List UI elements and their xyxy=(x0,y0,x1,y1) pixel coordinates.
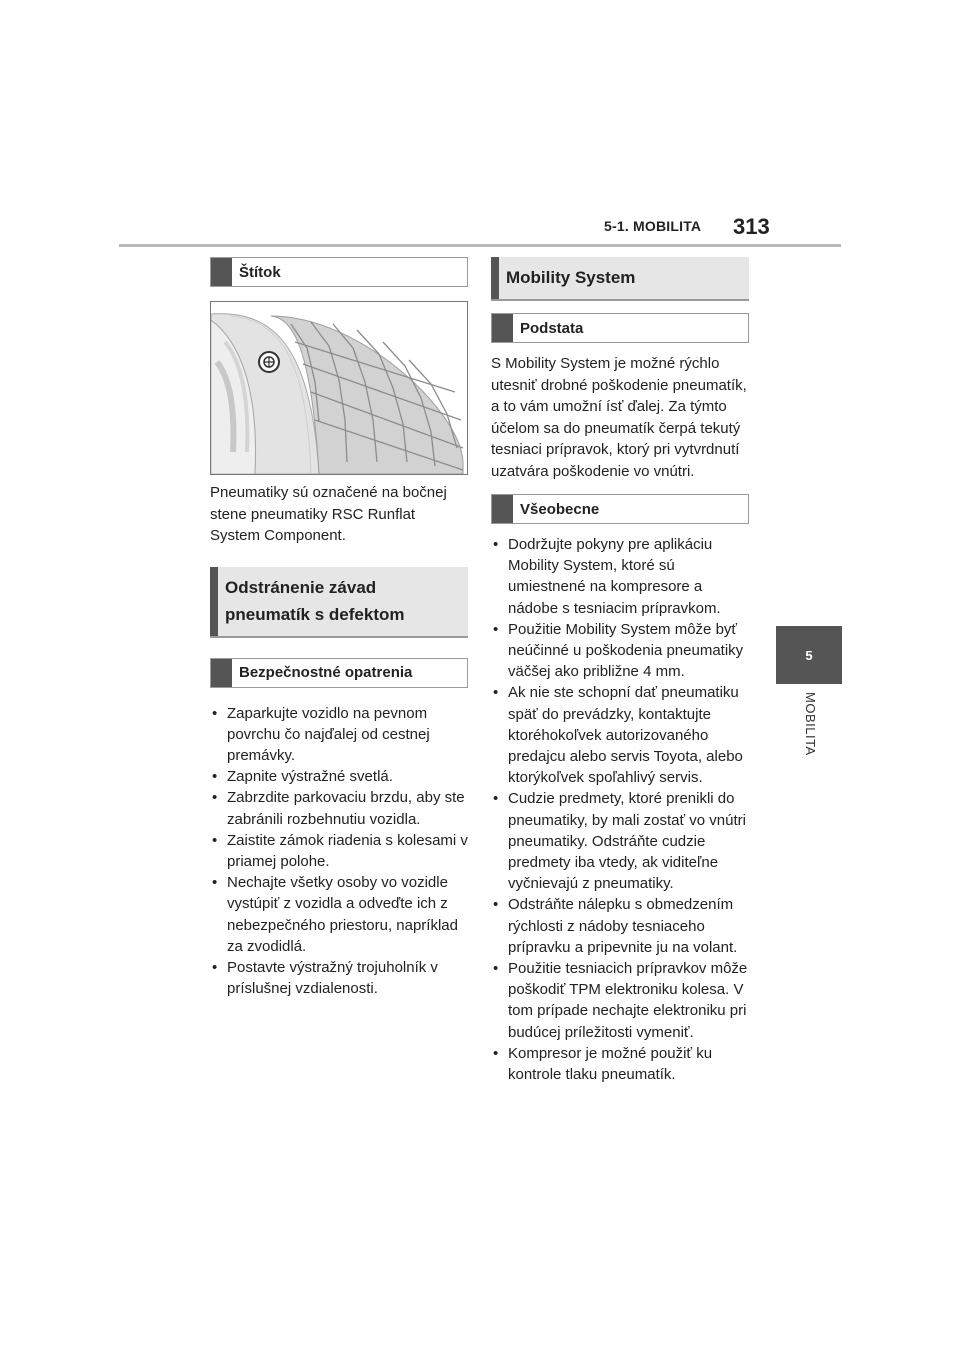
heading-marker xyxy=(492,495,513,523)
chapter-tab xyxy=(776,626,842,684)
list-item: • Postavte výstražný trojuholník v príslušnej vzdialenosti. xyxy=(210,957,468,999)
list-item: • Zabrzdite parkovaciu brzdu, aby ste zabránili rozbehnutiu vozidla. xyxy=(210,787,468,829)
list-item: • Odstráňte nálepku s obmedzením rýchlosti z nádoby tesniaceho prípravku a pripevnite ju na volant. xyxy=(491,894,749,958)
heading-marker xyxy=(491,257,499,299)
tire-sidewall-illustration xyxy=(210,301,468,475)
heading-podstata xyxy=(491,313,749,343)
heading-vseobecne xyxy=(491,494,749,524)
chapter-number: 5 xyxy=(805,647,813,663)
heading-marker xyxy=(211,659,232,687)
heading-stitok xyxy=(210,257,468,287)
right-column xyxy=(491,257,749,1085)
heading-text: Bezpečnostné opatrenia xyxy=(239,664,413,681)
list-item: • Dodržujte pokyny pre aplikáciu Mobility System, ktoré sú umiestnené na kompresore a nádobe s tesniacim prípravkom. xyxy=(491,534,749,619)
heading-text: Podstata xyxy=(520,319,584,337)
page-number: 313 xyxy=(733,214,770,239)
list-item: • Ak nie ste schopní dať pneumatiku späť do prevádzky, kontaktujte ktoréhokoľvek autorizovaného predajcu alebo servis Toyota, alebo ktorýkoľvek spoľahlivý servis. xyxy=(491,682,749,788)
stitok-caption: Pneumatiky sú označené na bočnej stene pneumatiky RSC Runflat System Component. xyxy=(210,484,447,544)
heading-mobility-system xyxy=(491,257,749,301)
heading-odstranenie xyxy=(210,567,468,638)
header-rule xyxy=(119,244,841,247)
heading-text: Štítok xyxy=(239,263,281,281)
list-item: • Zaparkujte vozidlo na pevnom povrchu čo najďalej od cestnej premávky. xyxy=(210,703,468,767)
heading-text: Všeobecne xyxy=(520,500,600,518)
running-header-section: 5-1. MOBILITA xyxy=(604,218,702,234)
list-item: • Použitie Mobility System môže byť neúčinné u poškodenia pneumatiky väčšej ako približne 4 mm. xyxy=(491,619,749,683)
safety-list xyxy=(210,703,468,1000)
list-item: • Zapnite výstražné svetlá. xyxy=(210,766,468,787)
left-column xyxy=(210,257,468,999)
list-item: • Kompresor je možné použiť ku kontrole tlaku pneumatík. xyxy=(491,1043,749,1085)
list-item: • Použitie tesniacich prípravkov môže poškodiť TPM elektroniku kolesa. V tom prípade nechajte elektroniku pri budúcej príležitosti vymeniť. xyxy=(491,958,749,1043)
heading-bezpecnostne xyxy=(210,658,468,688)
list-item: • Cudzie predmety, ktoré prenikli do pneumatiky, by mali zostať vo vnútri pneumatiky. Odstráňte cudzie predmety iba vtedy, ak viditeľne vyčnievajú z pneumatiky. xyxy=(491,788,749,894)
heading-text: Mobility System xyxy=(506,268,636,287)
heading-text: Odstránenie závad pneumatík s defektom xyxy=(225,577,405,624)
list-item: • Zaistite zámok riadenia s kolesami v priamej polohe. xyxy=(210,830,468,872)
chapter-label: MOBILITA xyxy=(803,692,818,756)
podstata-text: S Mobility System je možné rýchlo utesniť drobné poškodenie pneumatík, a to vám umožní ísť ďalej. Za týmto účelom sa do pneumatík čerpá tekutý tesniaci prípravok, ktorý pri vytvrdnutí uzatvára poškodenie vo vnútri. xyxy=(491,355,747,480)
list-item: • Nechajte všetky osoby vo vozidle vystúpiť z vozidla a odveďte ich z nebezpečného priestoru, napríklad za zvodidlá. xyxy=(210,872,468,957)
heading-marker xyxy=(492,314,513,342)
general-list xyxy=(491,534,749,1085)
heading-marker xyxy=(211,258,232,286)
tire-illustration-svg xyxy=(211,302,467,474)
heading-marker xyxy=(210,567,218,636)
